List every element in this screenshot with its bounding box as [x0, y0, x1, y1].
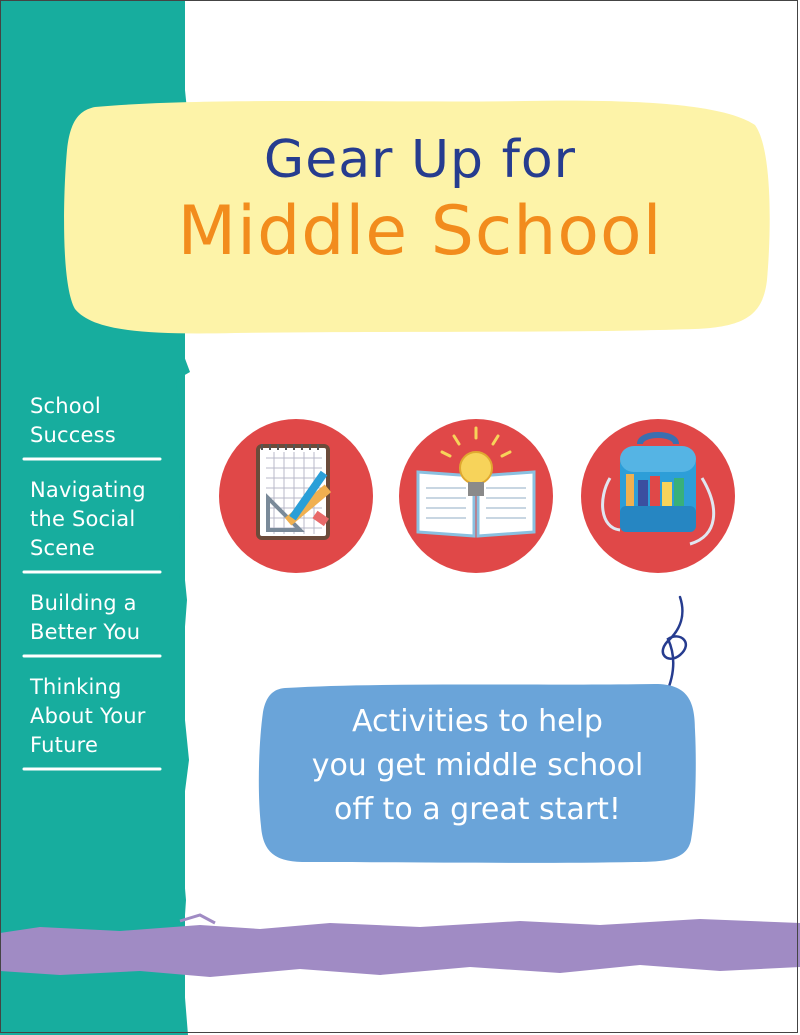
- sidebar-item-social-scene: [22, 476, 172, 575]
- sidebar-item-label-line: School: [30, 394, 101, 418]
- purple-brush-band: [0, 905, 800, 995]
- backpack-supplies-icon: [580, 418, 736, 574]
- callout-message: [265, 700, 690, 832]
- sidebar-item-school-success: [22, 392, 172, 462]
- sidebar-item-label-line: Navigating: [30, 478, 146, 502]
- sidebar-item-label-line: Building a: [30, 591, 137, 615]
- callout-line: off to a great start!: [334, 792, 621, 827]
- sidebar-item-your-future: [22, 673, 172, 772]
- sidebar-item-label-line: About Your: [30, 704, 146, 728]
- book-lightbulb-icon: [398, 418, 554, 574]
- sidebar-divider: [22, 569, 162, 575]
- sidebar-item-label-line: the Social: [30, 507, 136, 531]
- sidebar-item-label-line: Scene: [30, 536, 96, 560]
- callout-line: you get middle school: [311, 748, 644, 783]
- sidebar-item-better-you: [22, 589, 172, 659]
- sidebar-item-label-line: Thinking: [30, 675, 122, 699]
- title-line-2: Middle School: [177, 192, 663, 271]
- title-line-1: Gear Up for: [263, 130, 577, 190]
- sidebar-item-label-line: Success: [30, 423, 116, 447]
- sidebar-item-label-line: Better You: [30, 620, 141, 644]
- callout-line: Activities to help: [352, 704, 603, 739]
- page-title: [70, 130, 770, 274]
- sidebar-divider: [22, 456, 162, 462]
- sidebar-topic-list: [22, 392, 172, 786]
- sidebar-divider: [22, 653, 162, 659]
- notebook-ruler-icon: [218, 418, 374, 574]
- sidebar-divider: [22, 766, 162, 772]
- sidebar-item-label-line: Future: [30, 733, 99, 757]
